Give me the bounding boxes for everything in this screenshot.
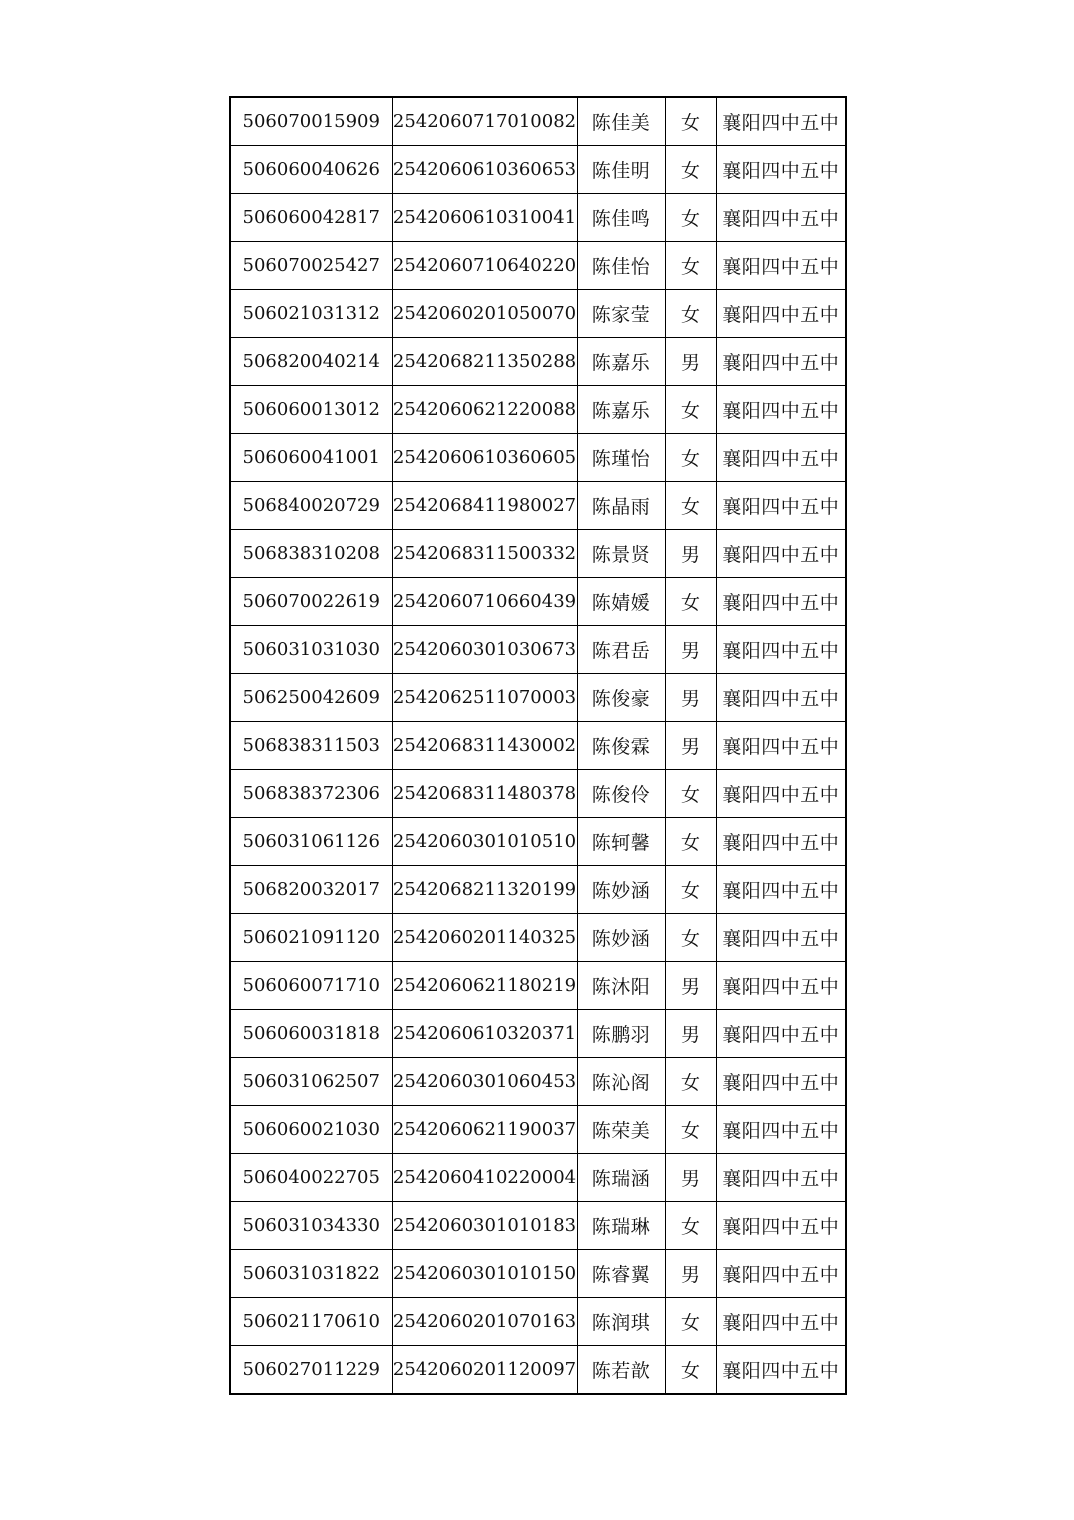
- school-cell: 襄阳四中五中: [716, 818, 846, 866]
- table-row: [230, 290, 846, 338]
- student-name-cell: 陈婧媛: [577, 578, 665, 626]
- registration-number-cell: 2542060710640220: [392, 242, 577, 290]
- exam-number-cell: 506840020729: [230, 482, 392, 530]
- gender-cell: 女: [665, 1058, 716, 1106]
- gender-cell: 女: [665, 1346, 716, 1395]
- student-name-cell: 陈沁阁: [577, 1058, 665, 1106]
- registration-number-cell: 2542060621180219: [392, 962, 577, 1010]
- school-cell: 襄阳四中五中: [716, 146, 846, 194]
- gender-cell: 女: [665, 242, 716, 290]
- school-cell: 襄阳四中五中: [716, 866, 846, 914]
- registration-number-cell: 2542060201140325: [392, 914, 577, 962]
- school-cell: 襄阳四中五中: [716, 1202, 846, 1250]
- exam-number-cell: 506031061126: [230, 818, 392, 866]
- exam-number-cell: 506060042817: [230, 194, 392, 242]
- school-cell: 襄阳四中五中: [716, 626, 846, 674]
- gender-cell: 女: [665, 1106, 716, 1154]
- student-name-cell: 陈俊霖: [577, 722, 665, 770]
- gender-cell: 男: [665, 530, 716, 578]
- school-cell: 襄阳四中五中: [716, 1058, 846, 1106]
- gender-cell: 男: [665, 1250, 716, 1298]
- gender-cell: 男: [665, 1154, 716, 1202]
- registration-number-cell: 2542068311480378: [392, 770, 577, 818]
- table-row: [230, 338, 846, 386]
- table-row: [230, 1202, 846, 1250]
- gender-cell: 女: [665, 1298, 716, 1346]
- student-name-cell: 陈鹏羽: [577, 1010, 665, 1058]
- school-cell: 襄阳四中五中: [716, 482, 846, 530]
- school-cell: 襄阳四中五中: [716, 1250, 846, 1298]
- table-row: [230, 530, 846, 578]
- registration-number-cell: 2542060301060453: [392, 1058, 577, 1106]
- table-row: [230, 1154, 846, 1202]
- exam-number-cell: 506027011229: [230, 1346, 392, 1395]
- gender-cell: 男: [665, 1010, 716, 1058]
- student-name-cell: 陈佳鸣: [577, 194, 665, 242]
- exam-number-cell: 506031031822: [230, 1250, 392, 1298]
- table-row: [230, 1058, 846, 1106]
- registration-number-cell: 2542068311500332: [392, 530, 577, 578]
- student-name-cell: 陈景贤: [577, 530, 665, 578]
- exam-number-cell: 506060040626: [230, 146, 392, 194]
- school-cell: 襄阳四中五中: [716, 578, 846, 626]
- school-cell: 襄阳四中五中: [716, 290, 846, 338]
- exam-number-cell: 506031062507: [230, 1058, 392, 1106]
- school-cell: 襄阳四中五中: [716, 962, 846, 1010]
- registration-number-cell: 2542068311430002: [392, 722, 577, 770]
- registration-number-cell: 2542060710660439: [392, 578, 577, 626]
- gender-cell: 男: [665, 674, 716, 722]
- student-name-cell: 陈润琪: [577, 1298, 665, 1346]
- student-name-cell: 陈轲馨: [577, 818, 665, 866]
- registration-number-cell: 2542068411980027: [392, 482, 577, 530]
- table-row: [230, 146, 846, 194]
- registration-number-cell: 2542062511070003: [392, 674, 577, 722]
- table-row: [230, 1250, 846, 1298]
- student-roster-table: [229, 96, 847, 1395]
- gender-cell: 男: [665, 626, 716, 674]
- exam-number-cell: 506070025427: [230, 242, 392, 290]
- gender-cell: 女: [665, 146, 716, 194]
- student-name-cell: 陈瑞涵: [577, 1154, 665, 1202]
- exam-number-cell: 506820032017: [230, 866, 392, 914]
- exam-number-cell: 506820040214: [230, 338, 392, 386]
- registration-number-cell: 2542060301010150: [392, 1250, 577, 1298]
- student-name-cell: 陈家莹: [577, 290, 665, 338]
- student-name-cell: 陈佳怡: [577, 242, 665, 290]
- school-cell: 襄阳四中五中: [716, 1010, 846, 1058]
- gender-cell: 女: [665, 386, 716, 434]
- table-row: [230, 1346, 846, 1395]
- school-cell: 襄阳四中五中: [716, 674, 846, 722]
- exam-number-cell: 506040022705: [230, 1154, 392, 1202]
- exam-number-cell: 506021031312: [230, 290, 392, 338]
- table-row: [230, 194, 846, 242]
- school-cell: 襄阳四中五中: [716, 1154, 846, 1202]
- exam-number-cell: 506070015909: [230, 97, 392, 146]
- table-row: [230, 674, 846, 722]
- exam-number-cell: 506250042609: [230, 674, 392, 722]
- student-name-cell: 陈若歆: [577, 1346, 665, 1395]
- school-cell: 襄阳四中五中: [716, 1346, 846, 1395]
- school-cell: 襄阳四中五中: [716, 914, 846, 962]
- table-row: [230, 242, 846, 290]
- registration-number-cell: 2542060610360653: [392, 146, 577, 194]
- student-name-cell: 陈俊伶: [577, 770, 665, 818]
- school-cell: 襄阳四中五中: [716, 194, 846, 242]
- table-row: [230, 1106, 846, 1154]
- school-cell: 襄阳四中五中: [716, 338, 846, 386]
- table-row: [230, 434, 846, 482]
- registration-number-cell: 2542068211320199: [392, 866, 577, 914]
- exam-number-cell: 506838310208: [230, 530, 392, 578]
- student-name-cell: 陈嘉乐: [577, 338, 665, 386]
- registration-number-cell: 2542060201120097: [392, 1346, 577, 1395]
- student-name-cell: 陈君岳: [577, 626, 665, 674]
- student-name-cell: 陈晶雨: [577, 482, 665, 530]
- registration-number-cell: 2542060301010510: [392, 818, 577, 866]
- school-cell: 襄阳四中五中: [716, 722, 846, 770]
- registration-number-cell: 2542068211350288: [392, 338, 577, 386]
- table-row: [230, 914, 846, 962]
- gender-cell: 女: [665, 1202, 716, 1250]
- gender-cell: 女: [665, 482, 716, 530]
- registration-number-cell: 2542060410220004: [392, 1154, 577, 1202]
- registration-number-cell: 2542060610310041: [392, 194, 577, 242]
- table-row: [230, 962, 846, 1010]
- school-cell: 襄阳四中五中: [716, 1106, 846, 1154]
- exam-number-cell: 506838311503: [230, 722, 392, 770]
- table-row: [230, 1298, 846, 1346]
- school-cell: 襄阳四中五中: [716, 1298, 846, 1346]
- table-row: [230, 722, 846, 770]
- gender-cell: 女: [665, 97, 716, 146]
- student-name-cell: 陈瑞琳: [577, 1202, 665, 1250]
- table-row: [230, 818, 846, 866]
- student-name-cell: 陈睿翼: [577, 1250, 665, 1298]
- school-cell: 襄阳四中五中: [716, 97, 846, 146]
- exam-number-cell: 506060071710: [230, 962, 392, 1010]
- gender-cell: 男: [665, 962, 716, 1010]
- table-row: [230, 386, 846, 434]
- exam-number-cell: 506021091120: [230, 914, 392, 962]
- registration-number-cell: 2542060717010082: [392, 97, 577, 146]
- exam-number-cell: 506031034330: [230, 1202, 392, 1250]
- school-cell: 襄阳四中五中: [716, 386, 846, 434]
- table-row: [230, 578, 846, 626]
- roster-body: [230, 97, 846, 1394]
- registration-number-cell: 2542060201070163: [392, 1298, 577, 1346]
- table-row: [230, 626, 846, 674]
- exam-number-cell: 506021170610: [230, 1298, 392, 1346]
- gender-cell: 女: [665, 770, 716, 818]
- table-row: [230, 866, 846, 914]
- student-name-cell: 陈佳明: [577, 146, 665, 194]
- exam-number-cell: 506060013012: [230, 386, 392, 434]
- gender-cell: 女: [665, 194, 716, 242]
- table-row: [230, 97, 846, 146]
- exam-number-cell: 506031031030: [230, 626, 392, 674]
- registration-number-cell: 2542060301010183: [392, 1202, 577, 1250]
- table-row: [230, 482, 846, 530]
- registration-number-cell: 2542060621190037: [392, 1106, 577, 1154]
- registration-number-cell: 2542060621220088: [392, 386, 577, 434]
- gender-cell: 男: [665, 338, 716, 386]
- gender-cell: 男: [665, 722, 716, 770]
- gender-cell: 女: [665, 818, 716, 866]
- school-cell: 襄阳四中五中: [716, 434, 846, 482]
- school-cell: 襄阳四中五中: [716, 530, 846, 578]
- school-cell: 襄阳四中五中: [716, 770, 846, 818]
- exam-number-cell: 506060031818: [230, 1010, 392, 1058]
- registration-number-cell: 2542060610320371: [392, 1010, 577, 1058]
- registration-number-cell: 2542060201050070: [392, 290, 577, 338]
- exam-number-cell: 506838372306: [230, 770, 392, 818]
- gender-cell: 女: [665, 914, 716, 962]
- gender-cell: 女: [665, 290, 716, 338]
- registration-number-cell: 2542060610360605: [392, 434, 577, 482]
- student-name-cell: 陈俊豪: [577, 674, 665, 722]
- student-name-cell: 陈妙涵: [577, 866, 665, 914]
- student-name-cell: 陈瑾怡: [577, 434, 665, 482]
- table-row: [230, 1010, 846, 1058]
- student-name-cell: 陈妙涵: [577, 914, 665, 962]
- registration-number-cell: 2542060301030673: [392, 626, 577, 674]
- student-name-cell: 陈沐阳: [577, 962, 665, 1010]
- exam-number-cell: 506060041001: [230, 434, 392, 482]
- gender-cell: 女: [665, 866, 716, 914]
- student-name-cell: 陈嘉乐: [577, 386, 665, 434]
- student-name-cell: 陈荣美: [577, 1106, 665, 1154]
- gender-cell: 女: [665, 434, 716, 482]
- exam-number-cell: 506070022619: [230, 578, 392, 626]
- student-name-cell: 陈佳美: [577, 97, 665, 146]
- table-row: [230, 770, 846, 818]
- school-cell: 襄阳四中五中: [716, 242, 846, 290]
- exam-number-cell: 506060021030: [230, 1106, 392, 1154]
- gender-cell: 女: [665, 578, 716, 626]
